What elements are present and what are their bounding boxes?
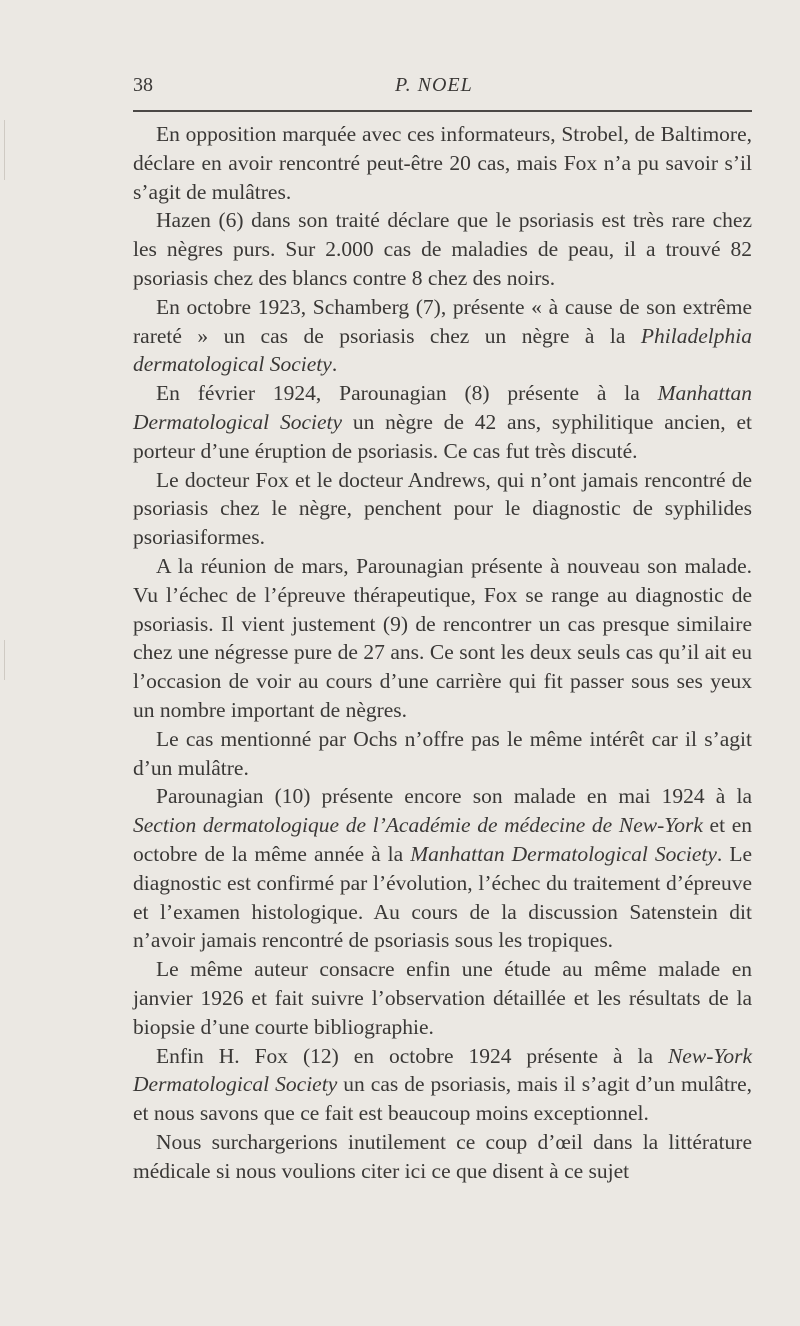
- text-run: Le docteur Fox et le docteur Andrews, qui n’ont jamais rencontré de psoriasis chez le nègre, penchent pour le diagnostic de syphilides psoriasiformes.: [133, 467, 752, 550]
- text-run: Parounagian (10) présente encore son malade en mai 1924 à la: [156, 784, 752, 809]
- text-run: En février 1924, Parounagian (8) présente à la: [156, 381, 658, 406]
- text-run: Le cas mentionné par Ochs n’offre pas le même intérêt car il s’agit d’un mulâtre.: [133, 726, 752, 780]
- body-text: [133, 120, 752, 1185]
- paragraph: [133, 120, 752, 206]
- page-edge-mark: [4, 120, 5, 180]
- page-header: [133, 74, 753, 98]
- text-run: un cas de psoriasis, mais il s’agit d’un mulâtre, et nous savons que ce fait est beaucoup moins exceptionnel.: [133, 1072, 753, 1126]
- running-head: P. NOEL: [395, 74, 473, 96]
- text-run: A la réunion de mars, Parounagian présente à nouveau son malade. Vu l’échec de l’épreuve thérapeutique, Fox se range au diagnostic de psoriasis. Il vient justement (9) de rencontrer un cas presque similaire chez une négresse pure de 27 ans. Ce sont les deux seuls cas qu’il ait eu l’occasion de voir au cours d’une carrière qui fit passer sous ses yeux un nombre important de nègres.: [133, 553, 752, 722]
- text-run: Enfin H. Fox (12) en octobre 1924 présente à la: [156, 1043, 668, 1068]
- text-run: En octobre 1923, Schamberg (7), présente « à cause de son extrême rareté » un cas de psoriasis chez un nègre à la: [133, 294, 752, 348]
- text-run: . Le diagnostic est confirmé par l’évolution, l’échec du traitement d’épreuve et l’examen histologique. Au cours de la discussion Satenstein dit n’avoir jamais rencontré de psoriasis sous les tropiques.: [133, 841, 752, 953]
- text-run: un nègre de 42 ans, syphilitique ancien, et porteur d’une éruption de psoriasis. Ce cas fut très discuté.: [133, 409, 752, 463]
- paragraph: [133, 466, 752, 552]
- paragraph: [133, 1042, 752, 1128]
- paragraph: [133, 206, 752, 292]
- italic-title: Manhattan Dermatological Society: [410, 841, 717, 866]
- text-run: Le même auteur consacre enfin une étude au même malade en janvier 1926 et fait suivre l’observation détaillée et les résultats de la biopsie d’une courte bibliographie.: [133, 957, 752, 1039]
- italic-title: Manhattan Dermatological Society: [133, 381, 752, 434]
- page-edge-mark: [4, 640, 5, 680]
- paragraph: [133, 725, 752, 783]
- paragraph: [133, 955, 752, 1041]
- text-run: .: [331, 352, 338, 377]
- paragraph: [133, 379, 752, 465]
- italic-title: Philadelphia dermatological Society: [133, 323, 752, 377]
- paragraph: [133, 552, 752, 725]
- text-run: En opposition marquée avec ces informateurs, Strobel, de Baltimore, déclare en avoir rencontré peut-être 20 cas, mais Fox n’a pu savoir s’il s’agit de mulâtres.: [133, 122, 752, 204]
- text-run: Hazen (6) dans son traité déclare que le psoriasis est très rare chez les nègres purs. Sur 2.000 cas de maladies de peau, il a trouvé 82 psoriasis chez des blancs contre 8 chez des noirs.: [133, 208, 752, 290]
- page-number: 38: [133, 74, 153, 96]
- italic-title: New-York Dermatological Society: [133, 1043, 752, 1097]
- paragraph: [133, 1128, 752, 1186]
- italic-title: Section dermatologique de l’Académie de médecine de New-York: [133, 813, 703, 838]
- text-run: et en octobre de la même année à la: [133, 813, 752, 866]
- header-rule: [133, 110, 752, 112]
- paragraph: [133, 782, 752, 955]
- paragraph: [133, 293, 752, 379]
- text-run: Nous surchargerions inutilement ce coup d’œil dans la littérature médicale si nous voulions citer ici ce que disent à ce sujet: [133, 1129, 752, 1183]
